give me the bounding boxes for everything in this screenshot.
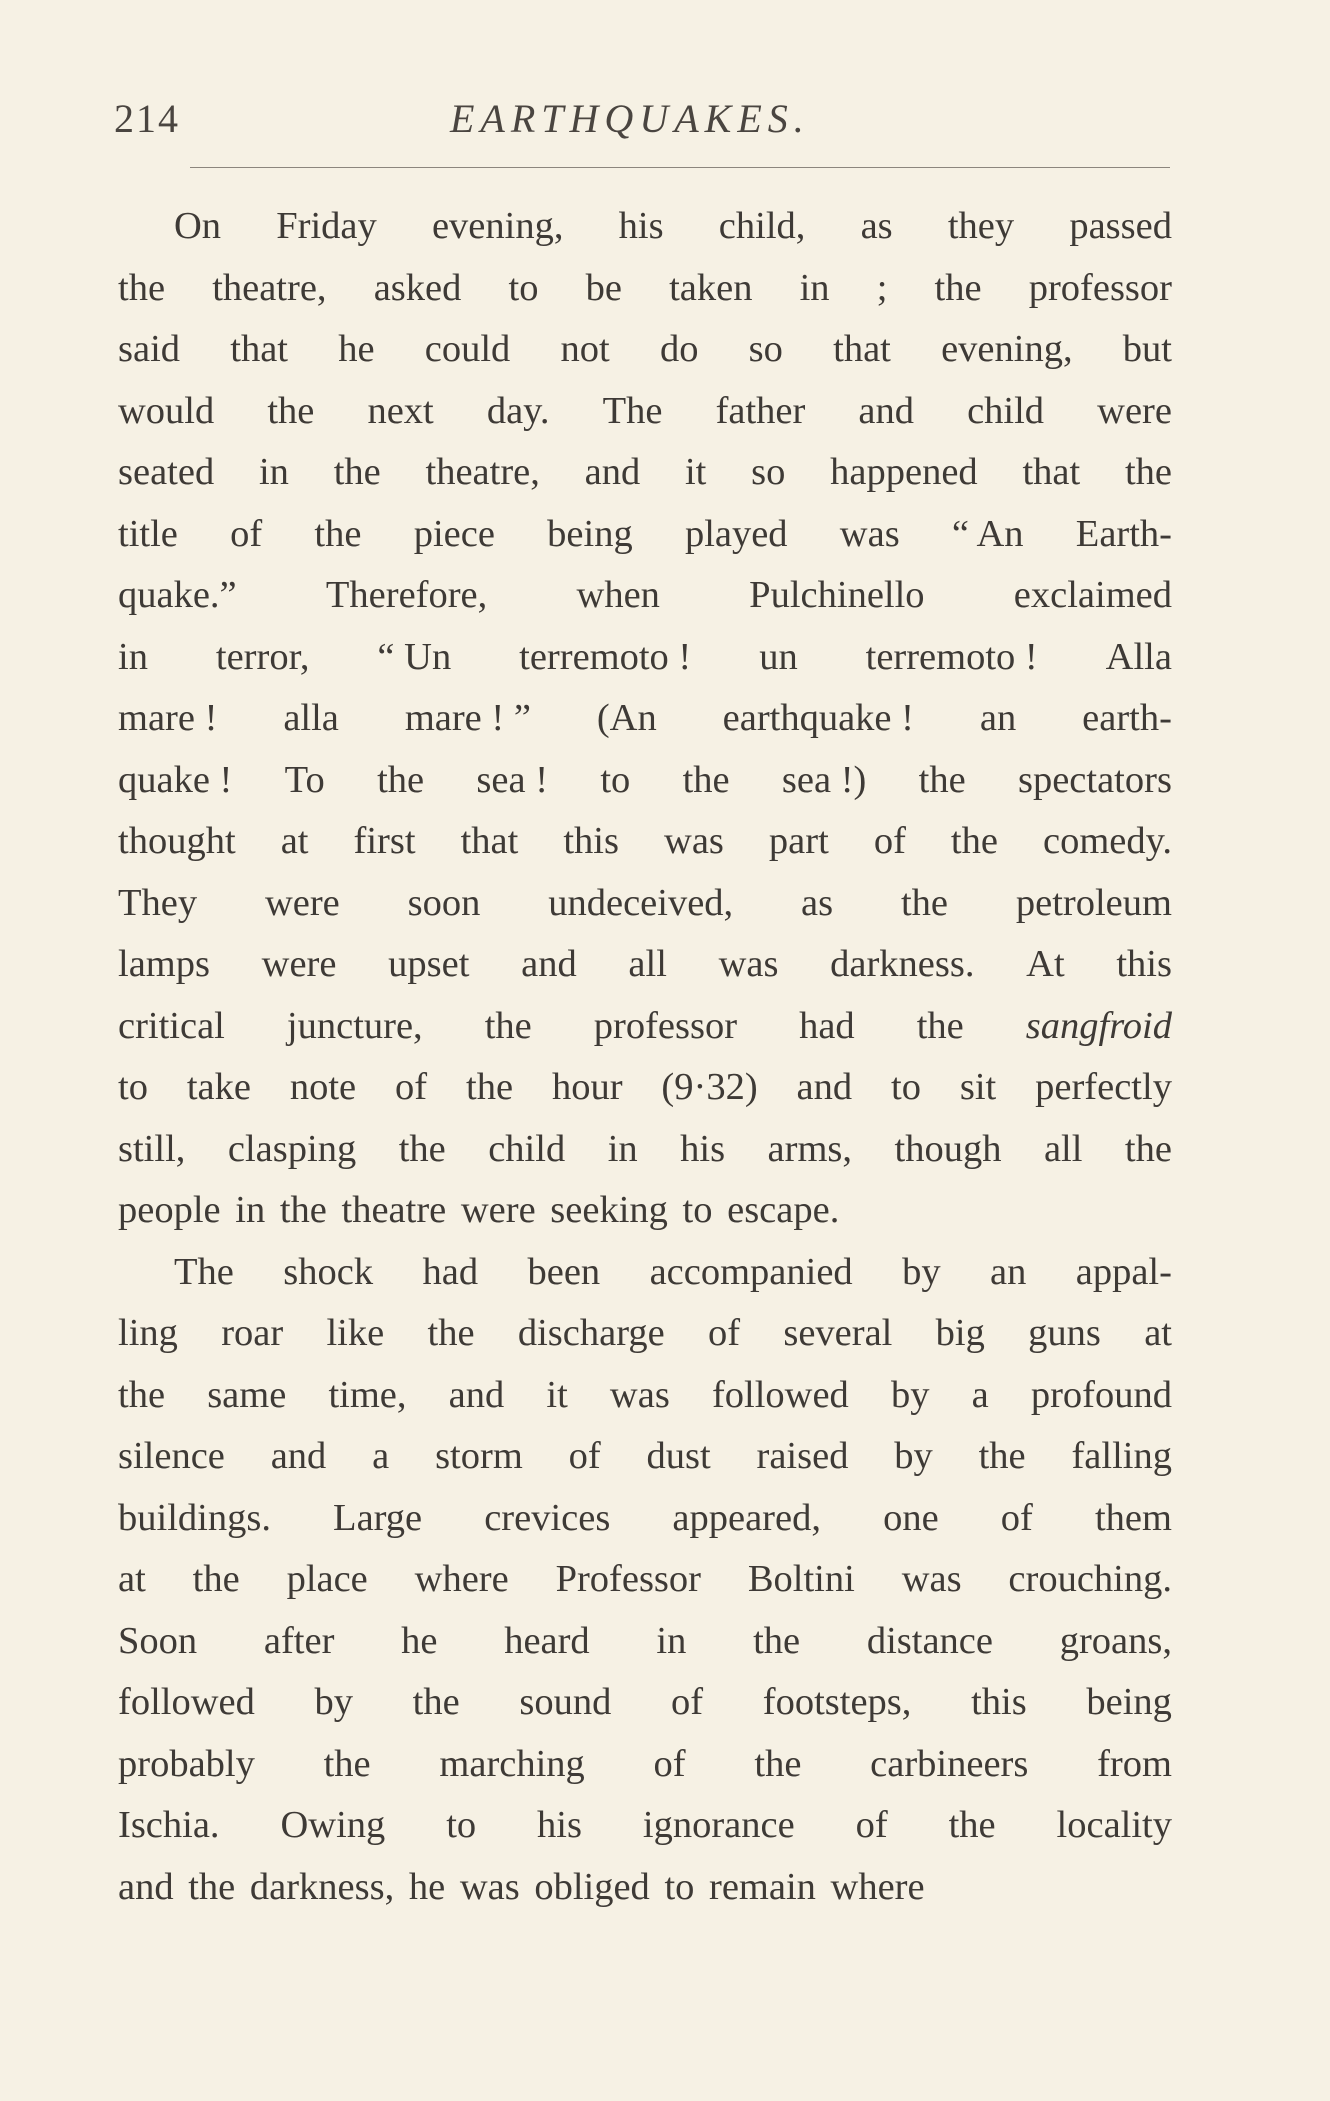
word: the (377, 758, 425, 801)
word: were (261, 943, 337, 985)
word: the (753, 1619, 801, 1662)
word: his (537, 1804, 582, 1846)
word: and (858, 389, 914, 432)
word: groans, (1059, 1619, 1172, 1662)
word: Large (333, 1496, 423, 1539)
word: do (659, 328, 699, 370)
word: of (653, 1742, 686, 1785)
word: was (901, 1558, 962, 1600)
word: The (602, 389, 663, 432)
word: seated (118, 451, 215, 493)
word: ignorance (642, 1804, 795, 1846)
word: were (460, 1189, 536, 1231)
word: child (967, 389, 1045, 432)
word: ; (876, 266, 888, 309)
word: in (656, 1619, 687, 1662)
word: to (600, 758, 631, 801)
word: to (891, 1066, 921, 1108)
word: the (398, 1127, 446, 1170)
text-line (118, 1795, 1172, 1857)
word: the (267, 389, 315, 432)
word: the (192, 1558, 240, 1600)
word: earthquake ! (722, 697, 914, 739)
word: and (796, 1066, 853, 1108)
word: Therefore, (325, 574, 488, 616)
word: terror, (215, 635, 310, 678)
word: of (671, 1681, 704, 1723)
word: though (894, 1127, 1002, 1170)
text-line (118, 1549, 1172, 1611)
word: buildings. (118, 1496, 271, 1539)
word: to (508, 266, 539, 309)
word: hour (551, 1066, 623, 1108)
word: from (1097, 1742, 1172, 1785)
word: theatre, (425, 451, 540, 493)
text-line (118, 1488, 1172, 1550)
word: Earth- (1075, 512, 1172, 555)
word: locality (1056, 1804, 1172, 1846)
word: to (682, 1189, 713, 1231)
word: (9·32) (661, 1066, 758, 1108)
word: where (414, 1558, 509, 1600)
word: earth- (1082, 697, 1172, 739)
word: this (563, 820, 619, 862)
word: this (1116, 943, 1172, 985)
word: followed (711, 1373, 849, 1416)
word: escape. (727, 1189, 840, 1231)
word: they (947, 205, 1015, 247)
word: in (258, 451, 289, 493)
text-line (118, 1180, 1172, 1242)
word: when (576, 574, 660, 616)
word: At (1026, 943, 1065, 985)
word: could (424, 328, 511, 370)
text-line (118, 811, 1172, 873)
word: and (521, 943, 577, 985)
word: mare ! ” (404, 697, 531, 739)
text-line (118, 1057, 1172, 1119)
text-line (118, 873, 1172, 935)
text-line (118, 1119, 1172, 1181)
word: footsteps, (762, 1681, 912, 1723)
word: he (401, 1619, 438, 1662)
word: discharge (517, 1312, 665, 1354)
word: and (448, 1373, 505, 1416)
word: Alla (1105, 635, 1172, 678)
word: all (1043, 1127, 1083, 1170)
word: the (323, 1742, 371, 1785)
word: To (284, 758, 325, 801)
text-line (118, 1672, 1172, 1734)
word: perfectly (1035, 1066, 1172, 1108)
word: but (1122, 328, 1172, 370)
word: critical (118, 1004, 225, 1047)
word: arms, (767, 1127, 853, 1170)
word: roar (221, 1312, 284, 1354)
word: piece (413, 512, 495, 555)
word: that (230, 328, 288, 370)
text-line (118, 565, 1172, 627)
word: sea !) (781, 758, 867, 801)
text-line (118, 750, 1172, 812)
word: petroleum (1015, 881, 1172, 924)
word: Professor (555, 1558, 701, 1600)
word: terremoto ! (519, 635, 692, 678)
word: title (118, 512, 178, 555)
word: spectators (1017, 758, 1172, 801)
word: several (783, 1312, 893, 1354)
word: raised (756, 1435, 849, 1477)
word: were (264, 881, 340, 924)
word: had (799, 1004, 855, 1047)
word: of (395, 1066, 428, 1108)
text-line (118, 688, 1172, 750)
word: it (546, 1373, 568, 1416)
word: heard (504, 1619, 590, 1662)
word: was (839, 512, 900, 555)
word: still, (118, 1127, 186, 1170)
word: alla (283, 697, 339, 739)
text-line (118, 196, 1172, 258)
word: appeared, (672, 1496, 821, 1539)
word: storm (435, 1435, 523, 1477)
word: this (971, 1681, 1027, 1723)
word: all (628, 943, 667, 985)
word: crevices (484, 1496, 611, 1539)
text-line (118, 1242, 1172, 1304)
word: “ An (951, 512, 1024, 555)
word: take (186, 1066, 251, 1108)
word: so (751, 451, 786, 493)
word: Ischia. (118, 1804, 220, 1846)
word: “ Un (377, 635, 452, 678)
word: his (618, 205, 664, 247)
word: shock (283, 1250, 374, 1293)
word: They (118, 881, 198, 924)
word: professor (1028, 266, 1172, 309)
word: the (934, 266, 982, 309)
text-line (118, 504, 1172, 566)
word: an (979, 697, 1017, 739)
word: ling (118, 1312, 178, 1354)
word: people (118, 1189, 221, 1231)
word: soon (407, 881, 481, 924)
word: and (270, 1435, 327, 1477)
word: of (1000, 1496, 1033, 1539)
word: undeceived, (548, 881, 734, 924)
text-line (118, 1611, 1172, 1673)
word: had (422, 1250, 479, 1293)
word: the (754, 1742, 802, 1785)
word: upset (388, 943, 470, 985)
word: of (855, 1804, 888, 1846)
word: the (466, 1066, 514, 1108)
running-title: EARTHQUAKES. (450, 96, 810, 141)
text-line (118, 381, 1172, 443)
word: he (408, 1865, 446, 1908)
word: the (900, 881, 949, 924)
word: quake.” (118, 574, 237, 616)
word: passed (1069, 205, 1172, 247)
word: guns (1028, 1312, 1101, 1354)
text-line (118, 258, 1172, 320)
word: the (118, 1373, 166, 1416)
word: falling (1071, 1435, 1172, 1477)
word: evening, (941, 328, 1073, 370)
text-line (118, 934, 1172, 996)
word: by (890, 1373, 930, 1416)
word: terremoto ! (865, 635, 1038, 678)
word: been (527, 1250, 601, 1293)
text-line (118, 1365, 1172, 1427)
word: happened (830, 451, 978, 493)
word: thought (118, 820, 236, 862)
word: distance (866, 1619, 993, 1662)
word: big (935, 1312, 985, 1354)
word: probably (118, 1742, 255, 1785)
word: the (950, 820, 998, 862)
word: at (280, 820, 309, 862)
word: next (367, 389, 434, 432)
word: obliged (534, 1865, 650, 1908)
word: the (333, 451, 381, 493)
word: marching (439, 1742, 585, 1785)
word: the (1124, 1127, 1172, 1170)
word: sound (519, 1681, 612, 1723)
page-header (110, 95, 1170, 155)
word: and (118, 1865, 174, 1908)
word: clasping (227, 1127, 357, 1170)
word: darkness. (830, 943, 975, 985)
word: sangfroid (1025, 1004, 1172, 1047)
word: was (664, 820, 724, 862)
word: the (1124, 451, 1172, 493)
word: The (174, 1250, 234, 1293)
word: the (314, 512, 362, 555)
word: would (118, 389, 215, 432)
word: he (338, 328, 375, 370)
word: of (568, 1435, 601, 1477)
word: like (326, 1312, 385, 1354)
word: taken (669, 266, 753, 309)
word: asked (373, 266, 462, 309)
word: crouching. (1008, 1558, 1172, 1600)
word: sit (959, 1066, 997, 1108)
word: that (1022, 451, 1081, 493)
word: place (286, 1558, 368, 1600)
word: was (718, 943, 779, 985)
word: (An (596, 697, 657, 739)
text-line (118, 1426, 1172, 1488)
word: the (188, 1865, 236, 1908)
word: carbineers (870, 1742, 1029, 1785)
word: sea ! (476, 758, 549, 801)
header-rule (190, 167, 1170, 168)
word: profound (1030, 1373, 1172, 1416)
word: day. (486, 389, 550, 432)
word: same (207, 1373, 287, 1416)
word: not (560, 328, 610, 370)
page-number: 214 (114, 96, 180, 141)
word: the (484, 1004, 532, 1047)
word: said (118, 328, 181, 370)
word: an (990, 1250, 1027, 1293)
word: appal- (1075, 1250, 1172, 1293)
word: the (682, 758, 730, 801)
word: of (873, 820, 906, 862)
text-line (118, 996, 1172, 1058)
word: Soon (118, 1619, 198, 1662)
text-line (118, 1303, 1172, 1365)
text-line (118, 442, 1172, 504)
word: of (707, 1312, 741, 1354)
word: Boltini (747, 1558, 855, 1600)
word: a (372, 1435, 390, 1477)
word: quake ! (118, 758, 233, 801)
word: by (314, 1681, 354, 1723)
word: the (978, 1435, 1026, 1477)
word: as (801, 881, 834, 924)
word: theatre, (212, 266, 327, 309)
word: silence (118, 1435, 225, 1477)
text-line (118, 627, 1172, 689)
word: to (664, 1865, 695, 1908)
word: On (174, 205, 222, 247)
word: as (860, 205, 893, 247)
word: evening, (431, 205, 564, 247)
word: the (118, 266, 166, 309)
word: to (446, 1804, 477, 1846)
word: at (118, 1558, 146, 1600)
word: un (759, 635, 798, 678)
word: followed (118, 1681, 255, 1723)
word: theatre (341, 1189, 447, 1231)
word: by (894, 1435, 933, 1477)
word: being (547, 512, 633, 555)
word: that (460, 820, 519, 862)
word: seeking (550, 1189, 668, 1231)
text-line (118, 319, 1172, 381)
word: at (1144, 1312, 1172, 1354)
word: note (289, 1066, 357, 1108)
word: in (235, 1189, 266, 1231)
word: in (118, 635, 148, 678)
word: accompanied (649, 1250, 853, 1293)
word: the (279, 1189, 327, 1231)
word: in (607, 1127, 638, 1170)
word: darkness, (249, 1865, 395, 1908)
word: mare ! (118, 697, 218, 739)
word: by (902, 1250, 941, 1293)
word: one (883, 1496, 939, 1539)
word: child (488, 1127, 566, 1170)
word: it (684, 451, 707, 493)
word: played (684, 512, 788, 555)
word: professor (593, 1004, 738, 1047)
word: father (715, 389, 806, 432)
word: time, (328, 1373, 407, 1416)
word: was (459, 1865, 520, 1908)
word: of (230, 512, 263, 555)
word: exclaimed (1013, 574, 1172, 616)
text-line (118, 1734, 1172, 1796)
word: a (971, 1373, 989, 1416)
word: Owing (280, 1804, 386, 1846)
word: and (584, 451, 641, 493)
word: child, (718, 205, 806, 247)
word: being (1086, 1681, 1172, 1723)
word: juncture, (286, 1004, 423, 1047)
word: was (609, 1373, 670, 1416)
word: where (830, 1865, 925, 1908)
word: be (585, 266, 622, 309)
word: so (748, 328, 783, 370)
word: the (948, 1804, 996, 1846)
word: to (118, 1066, 148, 1108)
word: after (263, 1619, 335, 1662)
word: the (427, 1312, 475, 1354)
word: dust (646, 1435, 711, 1477)
word: part (768, 820, 829, 862)
word: Friday (276, 205, 377, 247)
word: the (918, 758, 966, 801)
word: in (799, 266, 830, 309)
word: lamps (118, 943, 210, 985)
word: his (680, 1127, 726, 1170)
word: were (1097, 389, 1172, 432)
word: the (412, 1681, 460, 1723)
word: the (916, 1004, 964, 1047)
body-text (118, 196, 1172, 1918)
word: them (1094, 1496, 1172, 1539)
text-line (118, 1857, 1172, 1919)
word: Pulchinello (749, 574, 925, 616)
word: that (833, 328, 891, 370)
word: comedy. (1043, 820, 1172, 862)
word: remain (709, 1865, 816, 1908)
word: first (353, 820, 416, 862)
